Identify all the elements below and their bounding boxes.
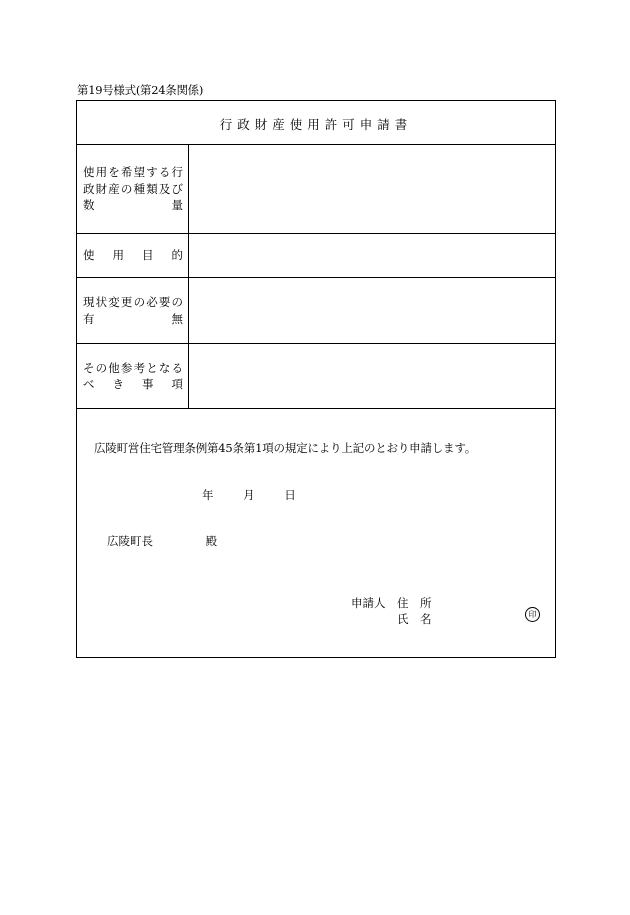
form-number: 第19号様式(第24条関係) <box>77 83 204 97</box>
addressee-honorific: 殿 <box>205 534 218 548</box>
name-label: 氏 名 <box>397 612 432 626</box>
property-type-field[interactable] <box>190 145 555 233</box>
property-type-label <box>77 145 189 233</box>
day-label: 日 <box>284 488 296 502</box>
address-label: 住 所 <box>397 596 432 610</box>
date-line <box>202 487 296 503</box>
applicant-block <box>351 595 432 627</box>
purpose-row <box>77 234 555 278</box>
property-type-row <box>77 145 555 234</box>
label-line: 現状変更の必要の <box>83 295 183 309</box>
remarks-label <box>77 344 189 408</box>
addressee-name: 広陵町長 <box>107 534 153 548</box>
remarks-row <box>77 344 555 409</box>
alteration-label <box>77 278 189 343</box>
purpose-label <box>77 234 189 277</box>
label-line: 使 用 目 的 <box>83 248 183 263</box>
label-line: 政財産の種類及び <box>83 181 183 196</box>
form-title: 行政財産使用許可申請書 <box>219 117 413 132</box>
alteration-row <box>77 278 555 344</box>
label-line: 数 量 <box>83 198 183 213</box>
declaration-text: 広陵町営住宅管理条例第45条第1項の規定により上記のとおり申請します。 <box>94 441 477 455</box>
purpose-field[interactable] <box>190 234 555 277</box>
label-line: 使用を希望する行 <box>83 165 183 180</box>
remarks-field[interactable] <box>190 344 555 408</box>
seal-mark: 印 <box>525 607 540 622</box>
month-label: 月 <box>243 488 255 502</box>
year-label: 年 <box>202 488 214 502</box>
title-row <box>77 101 555 145</box>
applicant-label: 申請人 <box>351 596 386 610</box>
label-line: べ き 事 項 <box>83 377 183 391</box>
application-form <box>76 100 556 658</box>
addressee <box>107 533 217 549</box>
label-line: 有 無 <box>83 311 183 326</box>
alteration-field[interactable] <box>190 278 555 343</box>
label-line: その他参考となる <box>83 360 183 375</box>
